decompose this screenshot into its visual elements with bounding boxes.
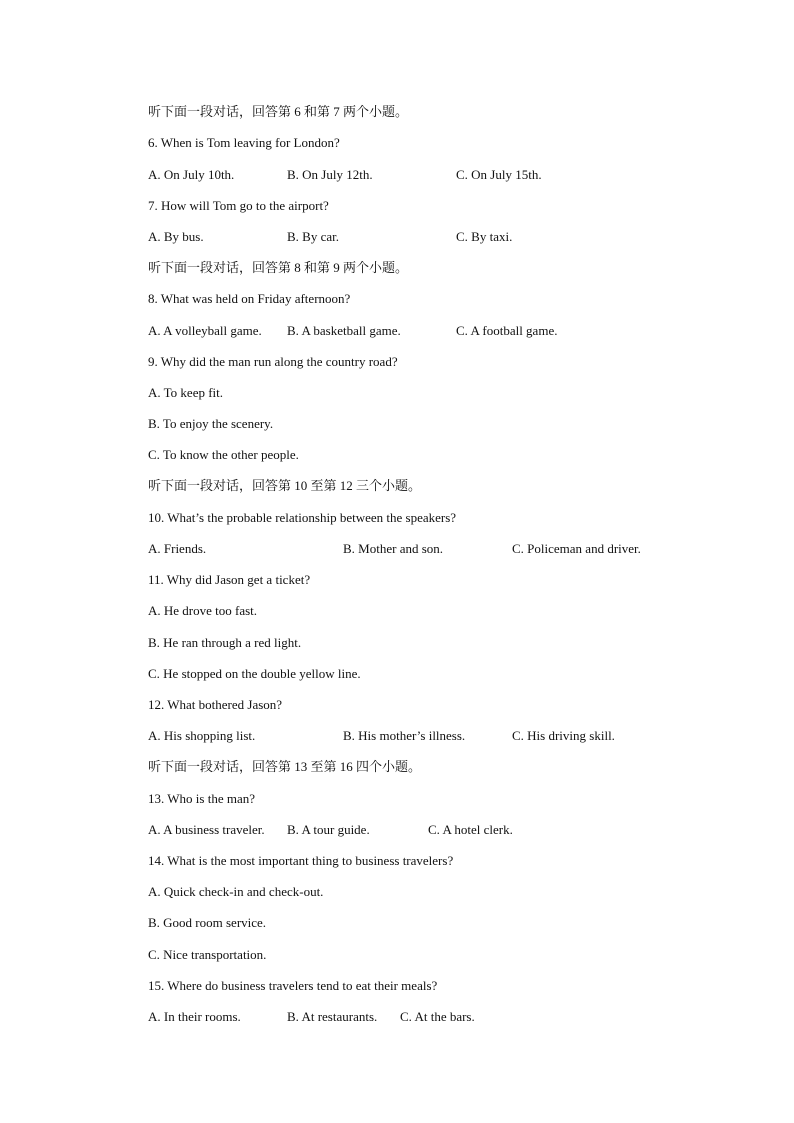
option-a: A. A business traveler.: [148, 822, 265, 837]
option-a: A. Friends.: [148, 541, 207, 556]
question-9-option-c: C. To know the other people.: [148, 447, 299, 462]
option-b: B. On July 12th.: [287, 167, 373, 182]
option-a: A. His shopping list.: [148, 728, 256, 743]
question-11: 11. Why did Jason get a ticket?: [148, 572, 311, 587]
question-7: 7. How will Tom go to the airport?: [148, 198, 329, 213]
option-c: C. Policeman and driver.: [512, 541, 641, 556]
question-9-option-b: B. To enjoy the scenery.: [148, 416, 274, 431]
section-heading-10-12: 听下面一段对话，回答第 10 至第 12 三个小题。: [148, 478, 422, 493]
option-c: C. His driving skill.: [512, 728, 615, 743]
question-14-option-b: B. Good room service.: [148, 915, 267, 930]
question-11-option-a: A. He drove too fast.: [148, 603, 258, 618]
option-b: B. A basketball game.: [287, 323, 401, 338]
option-a: A. A volleyball game.: [148, 323, 262, 338]
question-14-option-c: C. Nice transportation.: [148, 947, 267, 962]
option-c: C. On July 15th.: [456, 167, 542, 182]
question-11-option-c: C. He stopped on the double yellow line.: [148, 666, 361, 681]
option-c: C. A hotel clerk.: [428, 822, 513, 837]
section-heading-8-9: 听下面一段对话，回答第 8 和第 9 两个小题。: [148, 260, 409, 275]
question-12: 12. What bothered Jason?: [148, 697, 283, 712]
option-b: B. His mother’s illness.: [343, 728, 466, 743]
question-14-option-a: A. Quick check-in and check-out.: [148, 884, 324, 899]
question-11-option-b: B. He ran through a red light.: [148, 635, 302, 650]
question-9: 9. Why did the man run along the country road?: [148, 354, 398, 369]
question-10: 10. What’s the probable relationship between the speakers?: [148, 510, 457, 525]
section-heading-13-16: 听下面一段对话，回答第 13 至第 16 四个小题。: [148, 759, 422, 774]
option-b: B. At restaurants.: [287, 1009, 378, 1024]
question-6: 6. When is Tom leaving for London?: [148, 135, 340, 150]
option-c: C. By taxi.: [456, 229, 513, 244]
option-c: C. At the bars.: [400, 1009, 475, 1024]
option-a: A. By bus.: [148, 229, 204, 244]
question-13: 13. Who is the man?: [148, 791, 255, 806]
option-b: B. A tour guide.: [287, 822, 370, 837]
option-b: B. By car.: [287, 229, 339, 244]
option-c: C. A football game.: [456, 323, 558, 338]
option-a: A. On July 10th.: [148, 167, 235, 182]
question-15: 15. Where do business travelers tend to eat their meals?: [148, 978, 438, 993]
option-a: A. In their rooms.: [148, 1009, 241, 1024]
option-b: B. Mother and son.: [343, 541, 444, 556]
section-heading-6-7: 听下面一段对话，回答第 6 和第 7 两个小题。: [148, 104, 409, 119]
question-14: 14. What is the most important thing to business travelers?: [148, 853, 454, 868]
question-9-option-a: A. To keep fit.: [148, 385, 224, 400]
question-8: 8. What was held on Friday afternoon?: [148, 291, 351, 306]
